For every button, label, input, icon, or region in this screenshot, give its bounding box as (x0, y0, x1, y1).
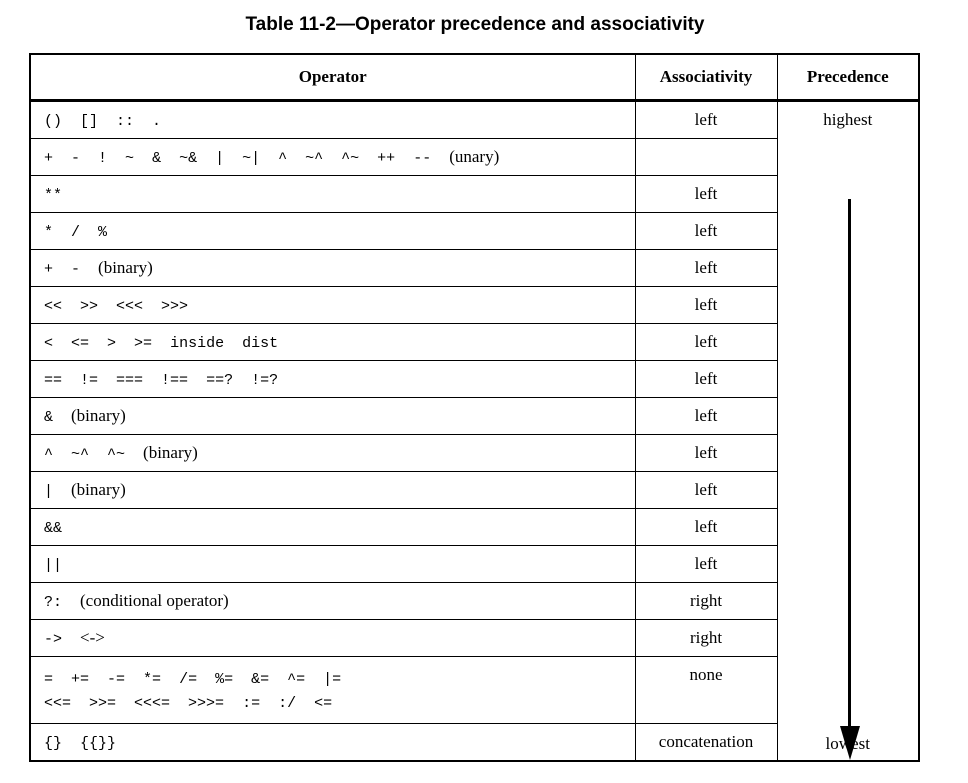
operator-token: >> (80, 298, 99, 315)
operator-token: <= (71, 335, 90, 352)
operator-token: / (71, 224, 81, 241)
operator-token: + (44, 150, 54, 167)
associativity-cell: left (635, 472, 777, 509)
operator-line (44, 628, 635, 648)
operator-token: [] (80, 113, 99, 130)
operator-line (44, 184, 635, 204)
associativity-cell: left (635, 398, 777, 435)
operator-token: () (44, 113, 63, 130)
operator-precedence-table (29, 53, 920, 762)
operator-token: += (71, 671, 90, 688)
operator-token: & (152, 150, 162, 167)
operator-note: (binary) (143, 443, 198, 462)
operator-note: (binary) (71, 480, 126, 499)
operator-token: ~ (125, 150, 135, 167)
operator-cell (30, 472, 635, 509)
operator-note: (unary) (449, 147, 500, 166)
operator-token: < (44, 335, 54, 352)
associativity-header: Associativity (635, 54, 777, 101)
operator-cell (30, 509, 635, 546)
operator-token: !== (161, 372, 189, 389)
operator-line (44, 332, 635, 352)
associativity-cell: none (635, 657, 777, 724)
operator-token: /= (179, 671, 198, 688)
operator-token: << (44, 298, 63, 315)
operator-cell (30, 546, 635, 583)
operator-line (44, 147, 635, 167)
operator-token: -> (44, 631, 63, 648)
operator-line (44, 110, 635, 130)
operator-line (44, 369, 635, 389)
operator-line (44, 554, 635, 574)
associativity-cell: left (635, 287, 777, 324)
operator-token: * (44, 224, 54, 241)
operator-token: >>> (161, 298, 189, 315)
operator-header: Operator (30, 54, 635, 101)
operator-token: ++ (377, 150, 396, 167)
operator-token: dist (242, 335, 279, 352)
operator-token: <<<= (134, 695, 171, 712)
precedence-lowest-label: lowest (825, 734, 870, 753)
operator-token: ^~ (107, 446, 126, 463)
associativity-cell: concatenation (635, 724, 777, 762)
operator-token: + (44, 261, 54, 278)
operator-cell (30, 657, 635, 724)
table-body (30, 101, 919, 762)
associativity-cell: left (635, 101, 777, 139)
associativity-cell: right (635, 583, 777, 620)
operator-token: ==? (206, 372, 234, 389)
operator-token: <<< (116, 298, 144, 315)
associativity-cell: left (635, 213, 777, 250)
operator-line (44, 221, 635, 241)
operator-line (44, 591, 635, 611)
associativity-cell (635, 139, 777, 176)
operator-token: <= (314, 695, 333, 712)
operator-token: || (44, 557, 63, 574)
operator-line (44, 480, 635, 500)
operator-cell (30, 583, 635, 620)
associativity-cell: left (635, 176, 777, 213)
operator-token: >= (134, 335, 153, 352)
operator-token: | (44, 483, 54, 500)
precedence-arrow-shaft (848, 199, 851, 727)
operator-token: *= (143, 671, 162, 688)
operator-cell (30, 435, 635, 472)
operator-token: - (71, 150, 81, 167)
operator-token: == (44, 372, 63, 389)
associativity-cell: left (635, 509, 777, 546)
associativity-cell: left (635, 435, 777, 472)
operator-token: !=? (251, 372, 279, 389)
table-caption: Table 11-2—Operator precedence and associativity (245, 14, 705, 35)
operator-token: ^ (278, 150, 288, 167)
operator-cell (30, 101, 635, 139)
operator-cell (30, 324, 635, 361)
associativity-cell: right (635, 620, 777, 657)
operator-token: ~^ (305, 150, 324, 167)
operator-token: === (116, 372, 144, 389)
operator-token: != (80, 372, 99, 389)
operator-cell (30, 398, 635, 435)
operator-token: ~| (242, 150, 261, 167)
operator-token: &= (251, 671, 270, 688)
operator-token: > (107, 335, 117, 352)
operator-token: ~& (179, 150, 198, 167)
operator-cell (30, 176, 635, 213)
precedence-cell (777, 101, 919, 762)
operator-token: ! (98, 150, 108, 167)
operator-token: inside (170, 335, 225, 352)
operator-line (44, 732, 635, 752)
operator-token: |= (323, 671, 342, 688)
operator-line (44, 692, 635, 712)
operator-line (44, 517, 635, 537)
operator-token: <<= (44, 695, 72, 712)
operator-note: (binary) (71, 406, 126, 425)
operator-cell (30, 724, 635, 762)
operator-token: ** (44, 187, 63, 204)
operator-token: -- (413, 150, 432, 167)
operator-token: | (215, 150, 225, 167)
operator-note: <-> (80, 628, 105, 647)
associativity-cell: left (635, 324, 777, 361)
operator-token: % (98, 224, 108, 241)
operator-cell (30, 287, 635, 324)
operator-cell (30, 361, 635, 398)
operator-token: {{}} (80, 735, 117, 752)
operator-token: . (152, 113, 162, 130)
operator-note: (conditional operator) (80, 591, 229, 610)
precedence-highest-label: highest (823, 110, 873, 129)
operator-token: & (44, 409, 54, 426)
operator-token: := (242, 695, 261, 712)
operator-token: ^ (44, 446, 54, 463)
operator-token: :: (116, 113, 135, 130)
operator-token: ^~ (341, 150, 360, 167)
associativity-cell: left (635, 546, 777, 583)
operator-token: - (71, 261, 81, 278)
operator-line (44, 443, 635, 463)
operator-cell (30, 213, 635, 250)
operator-line (44, 295, 635, 315)
operator-token: && (44, 520, 63, 537)
operator-line (44, 258, 635, 278)
operator-token: -= (107, 671, 126, 688)
header-row (30, 54, 919, 101)
operator-note: (binary) (98, 258, 153, 277)
operator-cell (30, 139, 635, 176)
table-row (30, 101, 919, 139)
operator-token: ~^ (71, 446, 90, 463)
associativity-cell: left (635, 361, 777, 398)
operator-cell (30, 250, 635, 287)
operator-token: >>>= (188, 695, 225, 712)
operator-token: >>= (89, 695, 117, 712)
operator-token: ^= (287, 671, 306, 688)
operator-token: = (44, 671, 54, 688)
operator-cell (30, 620, 635, 657)
operator-line (44, 406, 635, 426)
operator-line (44, 668, 635, 688)
associativity-cell: left (635, 250, 777, 287)
operator-token: ?: (44, 594, 63, 611)
operator-token: :/ (278, 695, 297, 712)
precedence-header: Precedence (777, 54, 919, 101)
operator-token: %= (215, 671, 234, 688)
operator-token: {} (44, 735, 63, 752)
